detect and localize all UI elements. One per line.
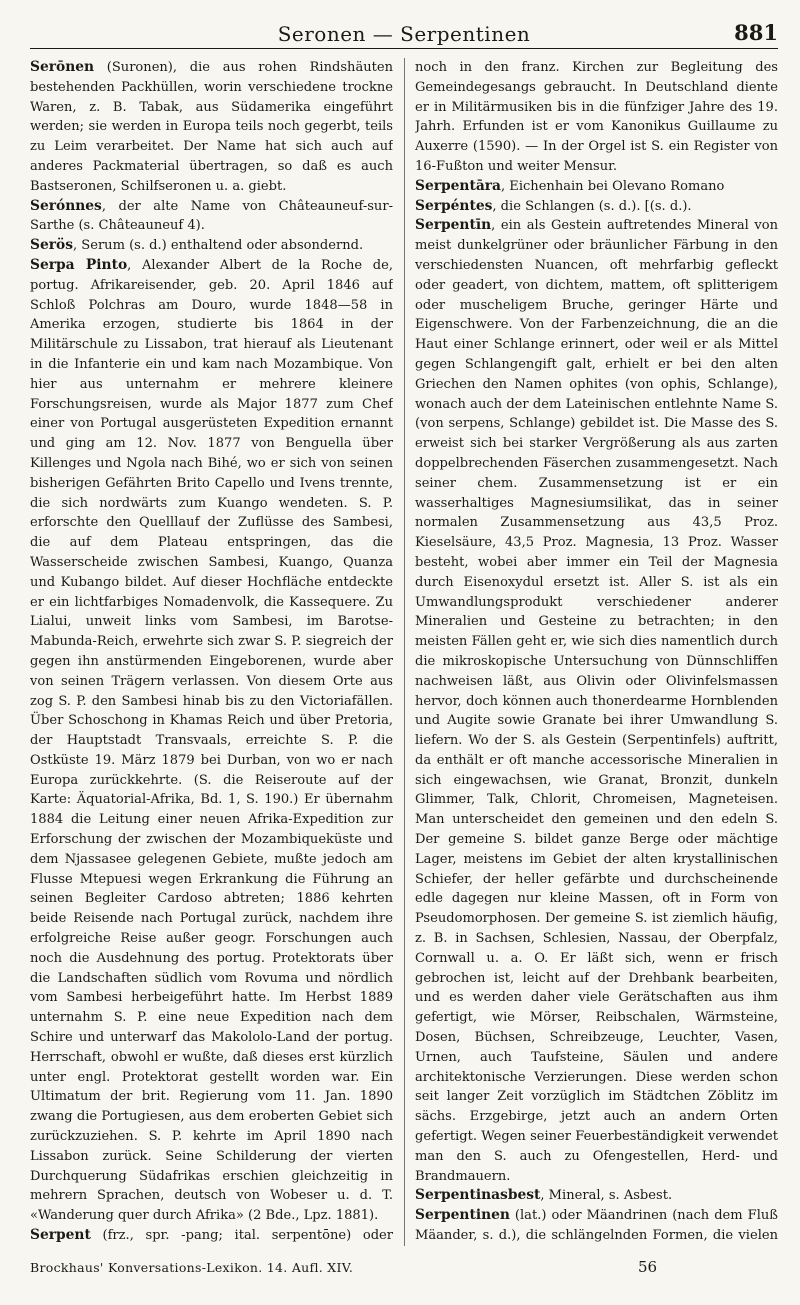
entry-lemma: Serpéntes: [415, 197, 493, 214]
text-columns: [30, 58, 778, 1246]
entry-lemma: Serpentīn: [415, 217, 492, 234]
entry-lemma: Serpentinen: [415, 1207, 510, 1224]
entry-seronnes: [30, 197, 393, 237]
imprint-line: Brockhaus' Konversations-Lexikon. 14. Aufl. XIV.: [30, 1260, 354, 1275]
entry-text: noch in den franz. Kirchen zur Begleitung des Gemeindegesangs gebraucht. In Deutschland diente er in Militärmusiken bis in die fünfziger Jahre des 19. Jahrh. Erfunden ist er vom Kanonikus Guillaume zu Auxerre (1590). — In der Orgel ist S. ein Register von 16-Fußton und weiter Mensur.: [415, 60, 778, 174]
entry-lemma: Serpentāra: [415, 177, 501, 194]
entry-text: , der alte Name von Châteauneuf-sur-Sarthe (s. Châteauneuf 4).: [30, 198, 393, 234]
entry-text: (lat.) oder Mäandrinen (nach dem Fluß Mäander, s. d.), die schlängelnden Formen, die vielen: [415, 1208, 778, 1244]
entry-serpentara: [415, 177, 778, 197]
running-title: Seronen — Serpentinen: [277, 22, 531, 46]
column-divider: [404, 58, 405, 1246]
entry-serpent-continued: [415, 58, 778, 177]
entry-text: , Serum (s. d.) enthaltend oder absondernd.: [72, 238, 364, 254]
entry-serpent: [30, 1226, 393, 1246]
entry-serpentinen: [415, 1206, 778, 1246]
entry-serpa-pinto: [30, 256, 393, 1226]
left-column: [30, 58, 393, 1246]
entry-text: , die Schlangen (s. d.). [(s. d.).: [492, 198, 692, 214]
entry-serpentin: [415, 216, 778, 1186]
entry-serpentes: [415, 197, 778, 217]
entry-lemma: Serónnes: [30, 197, 102, 214]
entry-text: (frz., spr. -pang; ital. serpentōne) oder: [102, 1228, 393, 1244]
entry-text: , Eichenhain bei Olevano Romano: [501, 178, 725, 194]
page-footer: [30, 1258, 778, 1282]
entry-seroes: [30, 236, 393, 256]
entry-text: , Mineral, s. Asbest.: [540, 1188, 673, 1204]
right-column: [415, 58, 778, 1246]
signature-mark: 56: [638, 1258, 658, 1276]
entry-seronen: [30, 58, 393, 197]
entry-lemma: Serpa Pinto: [30, 256, 128, 273]
entry-text: (Suronen), die aus rohen Rindshäuten bestehenden Packhüllen, worin verschiedene trockne Waren, z. B. Tabak, aus Südamerika eingeführt werden; sie werden in Europa teils noch gegerbt, teils zu Leim verarbeitet. Der Name hat sich auch auf anderes Packmaterial übertragen, so daß es auch Bastseronen, Schilfseronen u. a. giebt.: [30, 60, 393, 194]
entry-lemma: Serpentinasbest: [415, 1187, 541, 1204]
entry-text: , Alexander Albert de la Roche de, portug. Afrikareisender, geb. 20. April 1846 auf Schloß Polchras am Douro, wurde 1848—58 in Amerika erzogen, studierte bis 1864 in der Militärschule zu Lissabon, trat hierauf als Lieutenant in die Infanterie ein und kam nach Mozambique. Von hier aus unternahm er mehrere kleinere Forschungsreisen, wurde als Major 1877 zum Chef einer von Portugal ausgerüsteten Expedition ernannt und ging am 12. Nov. 1877 von Benguella über Killenges und Ngola nach Bihé, wo er sich von seinen bisherigen Gefährten Brito Capello und Ivens trennte, die sich nordwärts zum Kuango wendeten. S. P. erforschte den Quelllauf der Zuflüsse des Sambesi, die auf dem Plateau entspringen, das die Wasserscheide zwischen Sambesi, Kuango, Quanza und Kubango bildet. Auf dieser Hochfläche entdeckte er ein lichtfarbiges Nomadenvolk, die Kassequere. Zu Lialui, unweit links vom Sambesi, im Barotse-Mabunda-Reich, erwehrte sich zwar S. P. siegreich der gegen ihn anstürmenden Eingeborenen, wurde aber von seinen Trägern verlassen. Von diesem Orte aus zog S. P. den Sambesi hinab bis zu den Victoriafällen. Über Schoschong in Khamas Reich und über Pretoria, der Hauptstadt Transvaals, erreichte S. P. die Ostküste 19. März 1879 bei Durban, von wo er nach Europa zurückkehrte. (S. die Reiseroute auf der Karte: Äquatorial-Afrika, Bd. 1, S. 190.) Er übernahm 1884 die Leitung einer neuen Afrika-Expedition zur Erforschung der zwischen der Mozambiqueküste und dem Njassasee gelegenen Gebiete, mußte jedoch am Flusse Mtepuesi wegen Erkrankung die Führung an seinen Begleiter Cardoso abtreten; 1886 kehrten beide Reisende nach Portugal zurück, nachdem ihre erfolgreiche Reise außer geogr. Forschungen auch noch die Ausdehnung des portug. Protektorats über die Landschaften südlich vom Rovuma und nördlich vom Sambesi herbeigeführt hatte. Im Herbst 1889 unternahm S. P. eine neue Expedition nach dem Schire und unterwarf das Makololo-Land der portug. Herrschaft, obwohl er wußte, daß dieses erst kürzlich unter engl. Protektorat gestellt worden war. Ein Ultimatum der brit. Regierung vom 11. Jan. 1890 zwang die Portugiesen, aus dem eroberten Gebiet sich zurückzuziehen. S. P. kehrte im April 1890 nach Lissabon zurück. Seine Schilderung der vierten Durchquerung Südafrikas erschien gleichzeitig in mehrern Sprachen, deutsch von Wobeser u. d. T. «Wanderung quer durch Afrika» (2 Bde., Lpz. 1881).: [30, 257, 393, 1224]
page-number: 881: [734, 20, 778, 45]
entry-lemma: Serōnen: [30, 59, 95, 75]
dictionary-page: [30, 18, 778, 1288]
entry-text: , ein als Gestein auftretendes Mineral von meist dunkelgrüner oder bräunlicher Färbung in den verschiedensten Nuancen, oft mehrfarbig gefleckt oder geadert, von dichtem, mattem, oft splitterigem oder muscheligem Bruche, geringer Härte und Eigenschwere. Von der Farbenzeichnung, die an die Haut einer Schlange erinnert, oder weil er als Mittel gegen Schlangengift galt, erhielt er bei den alten Griechen den Namen ophites (von ophis, Schlange), wonach auch der dem Lateinischen entlehnte Name S. (von serpens, Schlange) gebildet ist. Die Masse des S. erweist sich bei starker Vergrößerung als aus zarten doppelbrechenden Fäserchen zusammengesetzt. Nach seiner chem. Zusammensetzung ist er ein wasserhaltiges Magnesiumsilikat, das in seiner normalen Zusammensetzung aus 43,5 Proz. Kieselsäure, 43,5 Proz. Magnesia, 13 Proz. Wasser besteht, wobei aber immer ein Teil der Magnesia durch Eisenoxydul ersetzt ist. Aller S. ist als ein Umwandlungsprodukt verschiedener anderer Mineralien und Gesteine zu betrachten; in den meisten Fällen geht er, wie sich dies namentlich durch die mikroskopische Untersuchung von Dünnschliffen nachweisen läßt, aus Olivin oder Olivinfelsmassen hervor, doch können auch thonerdearme Hornblenden und Augite sowie Granate bei ihrer Umwandlung S. liefern. Wo der S. als Gestein (Serpentinfels) auftritt, da enthält er oft manche accessorische Mineralien in sich eingewachsen, wie Granat, Bronzit, dunkeln Glimmer, Talk, Chlorit, Chromeisen, Magneteisen. Man unterscheidet den gemeinen und den edeln S. Der gemeine S. bildet ganze Berge oder mächtige Lager, meistens im Gebiet der alten krystallinischen Schiefer, der heller gefärbte und durchscheinende edle dagegen nur kleine Massen, oft in Form von Pseudomorphosen. Der gemeine S. ist ziemlich häufig, z. B. in Sachsen, Schlesien, Nassau, der Oberpfalz, Cornwall u. a. O. Er läßt sich, wenn er frisch gebrochen ist, leicht auf der Drehbank bearbeiten, und es werden daher viele Gerätschaften aus ihm gefertigt, wie Mörser, Reibschalen, Wärmsteine, Dosen, Büchsen, Schreibzeuge, Leuchter, Vasen, Urnen, auch Taufsteine, Säulen und andere architektonische Verzierungen. Diese werden schon seit langer Zeit vorzüglich im Städtchen Zöblitz im sächs. Erzgebirge, jetzt auch an andern Orten gefertigt. Wegen seiner Feuerbeständigkeit verwendet man den S. auch zu Ofengestellen, Herd- und Brandmauern.: [415, 218, 778, 1184]
page-header: [30, 18, 778, 49]
entry-serpentinasbest: [415, 1186, 778, 1206]
entry-lemma: Serös: [30, 237, 73, 254]
entry-lemma: Serpent: [30, 1227, 91, 1244]
